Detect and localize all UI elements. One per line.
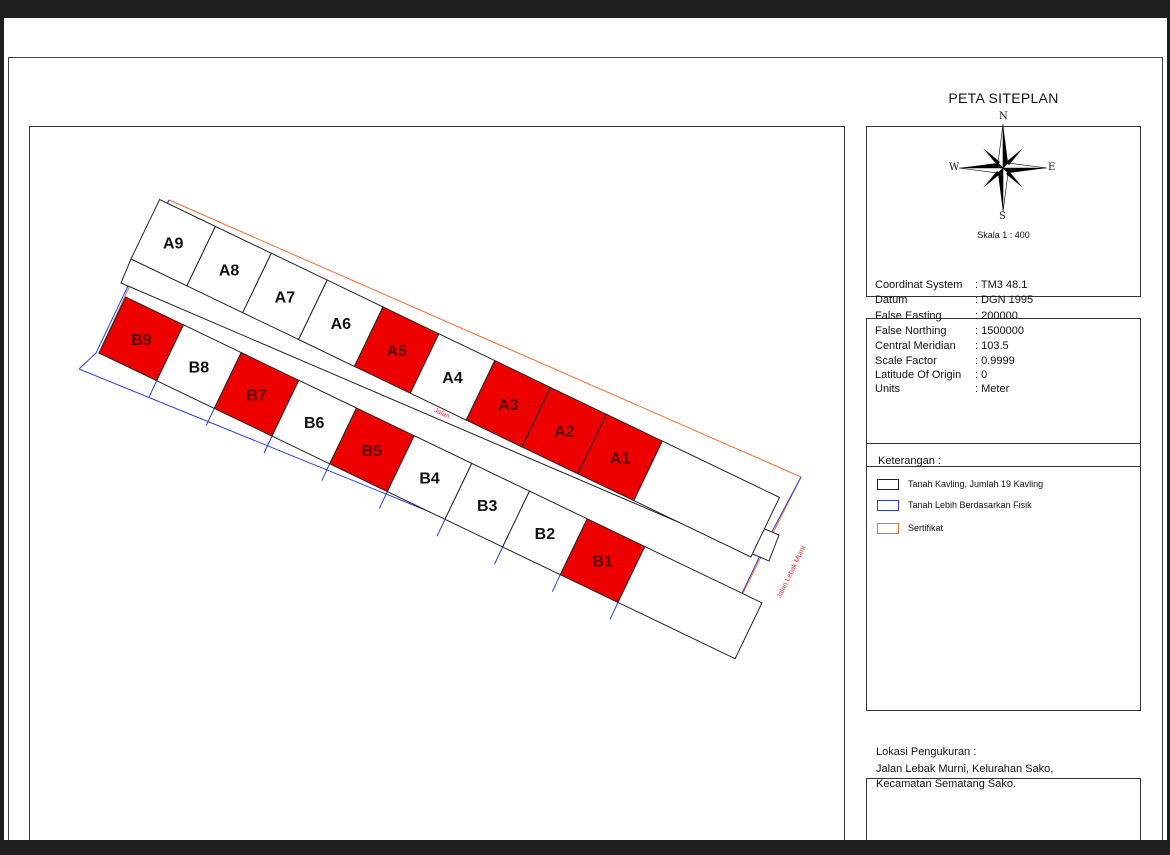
lot-label-b6: B6 [303,415,325,433]
units-row: Units : Meter [875,383,1010,395]
lot-label-a3: A3 [498,396,519,414]
siteplan-map[interactable] [29,126,845,846]
lot-label-a4: A4 [442,369,463,387]
false-easting-row: False Easting : 200000 [875,310,1018,322]
tanah-lebih-tick [322,464,330,481]
tanah-lebih-tick [379,492,387,509]
legend-item-kavling: Tanah Kavling, Jumlah 19 Kavling [877,479,1043,490]
map-title: PETA SITEPLAN [948,90,1059,106]
road-label-jalan: Jalan [432,406,451,421]
map-scale: Skala 1 : 400 [977,230,1030,240]
tanah-lebih-tick [437,519,445,536]
legend-swatch-black [877,479,899,490]
latitude-origin-row: Latitude Of Origin : 0 [875,369,988,381]
tanah-lebih-tick [149,381,157,398]
compass-north: N [999,111,1008,122]
lot-label-b8: B8 [188,359,210,377]
road-label-jalan-lebak-murni: Jalan Lebak Murni [775,545,808,600]
lot-label-b1: B1 [592,553,613,571]
compass-east: E [1048,162,1056,173]
location-heading: Lokasi Pengukuran : [876,746,977,758]
compass-south: S [999,211,1006,222]
lot-label-b5: B5 [361,442,383,460]
coord-system-row: Coordinat System : TM3 48.1 [875,279,1028,291]
lot-label-a5: A5 [386,343,407,361]
lot-label-b9: B9 [131,331,152,349]
legend-item-sertifikat: Sertifikat [877,523,943,534]
legend-title: Keterangan : [878,455,941,467]
legend-swatch-blue [877,500,899,511]
lot-label-b7: B7 [246,387,267,405]
lot-b-extra [618,547,762,659]
north-arrow-icon [950,118,1060,218]
siteplan-drawing [30,127,846,847]
lot-label-a9: A9 [162,235,184,253]
central-meridian-row: Central Meridian : 103.5 [875,340,1009,352]
lot-label-a8: A8 [218,262,240,280]
lot-label-b2: B2 [534,525,556,543]
lot-label-a7: A7 [274,289,296,307]
legend-swatch-orange [877,523,899,534]
location-line2: Kecamatan Sematang Sako. [876,778,1017,790]
lot-label-b3: B3 [476,498,498,516]
tanah-lebih-tick [495,547,503,564]
compass-west: W [949,162,960,173]
legend-item-tanah-lebih: Tanah Lebih Berdasarkan Fisik [877,500,1032,511]
datum-row: Datum : DGN 1995 [875,294,1034,306]
tanah-lebih-tick [610,602,618,619]
location-line1: Jalan Lebak Murni, Kelurahan Sako, [876,763,1054,775]
lot-label-b4: B4 [419,470,440,488]
lot-label-a1: A1 [609,450,631,468]
window-bottom-bar [0,840,1170,855]
lot-label-a2: A2 [554,423,575,441]
lot-label-a6: A6 [330,316,352,334]
false-northing-row: False Northing : 1500000 [875,325,1024,337]
scale-factor-row: Scale Factor : 0.9999 [875,355,1015,367]
tanah-lebih-tick [552,575,560,592]
